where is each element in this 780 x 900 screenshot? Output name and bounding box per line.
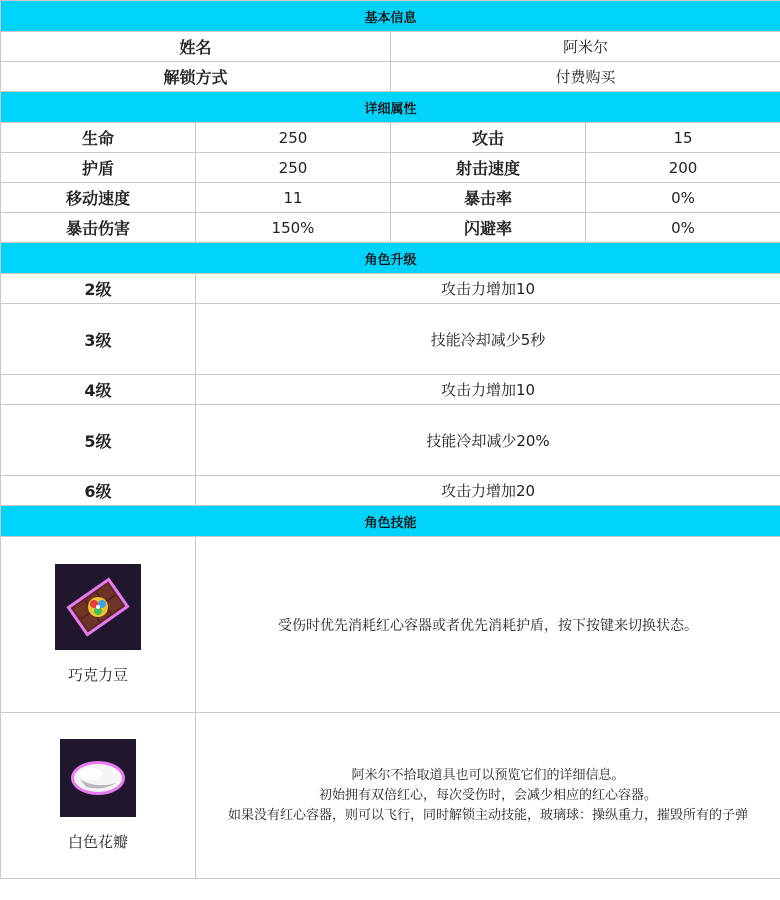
skills-header: 角色技能: [1, 506, 780, 537]
skill-description-line: 阿米尔不拾取道具也可以预览它们的详细信息。: [351, 767, 625, 783]
skill-description: [196, 537, 780, 713]
upgrade-effect: 技能冷却减少5秒: [196, 304, 780, 375]
upgrade-row: [1, 476, 780, 506]
attribute-row: [1, 123, 780, 153]
hp-label: 生命: [1, 123, 196, 153]
skill-description-line: 如果没有红心容器，则可以飞行，同时解锁主动技能，玻璃球：操纵重力，摧毁所有的子弹: [228, 807, 749, 823]
upgrade-level: 2级: [1, 274, 196, 304]
attribute-row: [1, 183, 780, 213]
basic-info-header: 基本信息: [1, 1, 780, 32]
attack-label: 攻击: [391, 123, 586, 153]
white-petal-icon: [60, 739, 136, 817]
upgrade-effect: 攻击力增加10: [196, 375, 780, 405]
dodge-rate-label: 闪避率: [391, 213, 586, 243]
chocolate-bar-icon: [55, 564, 141, 650]
dodge-rate-value: 0%: [586, 213, 780, 243]
skill-cell: [1, 713, 196, 879]
fire-rate-label: 射击速度: [391, 153, 586, 183]
crit-rate-value: 0%: [586, 183, 780, 213]
attack-value: 15: [586, 123, 780, 153]
upgrade-level: 3级: [1, 304, 196, 375]
upgrade-level: 6级: [1, 476, 196, 506]
attributes-header: 详细属性: [1, 92, 780, 123]
skill-row: [1, 537, 780, 713]
crit-damage-label: 暴击伤害: [1, 213, 196, 243]
fire-rate-value: 200: [586, 153, 780, 183]
name-label: 姓名: [1, 32, 391, 62]
crit-damage-value: 150%: [196, 213, 391, 243]
skill-description-line: 受伤时优先消耗红心容器或者优先消耗护盾，按下按键来切换状态。: [278, 617, 698, 634]
skill-description: [196, 713, 780, 879]
shield-value: 250: [196, 153, 391, 183]
skill-row: [1, 713, 780, 879]
upgrade-header: 角色升级: [1, 243, 780, 274]
upgrade-effect: 攻击力增加20: [196, 476, 780, 506]
crit-rate-label: 暴击率: [391, 183, 586, 213]
unlock-method-value: 付费购买: [391, 62, 780, 92]
upgrade-row: [1, 375, 780, 405]
skill-name: 白色花瓣: [67, 833, 128, 851]
attribute-row: [1, 213, 780, 243]
upgrade-effect: 技能冷却减少20%: [196, 405, 780, 476]
unlock-method-label: 解锁方式: [1, 62, 391, 92]
name-value: 阿米尔: [391, 32, 780, 62]
move-speed-value: 11: [196, 183, 391, 213]
upgrade-level: 5级: [1, 405, 196, 476]
attribute-row: [1, 153, 780, 183]
shield-label: 护盾: [1, 153, 196, 183]
move-speed-label: 移动速度: [1, 183, 196, 213]
upgrade-effect: 攻击力增加10: [196, 274, 780, 304]
hp-value: 250: [196, 123, 391, 153]
upgrade-row: [1, 304, 780, 375]
upgrade-row: [1, 405, 780, 476]
upgrade-row: [1, 274, 780, 304]
upgrade-level: 4级: [1, 375, 196, 405]
skill-name: 巧克力豆: [67, 666, 128, 684]
skill-description-line: 初始拥有双倍红心，每次受伤时，会减少相应的红心容器。: [319, 787, 658, 803]
skill-cell: [1, 537, 196, 713]
